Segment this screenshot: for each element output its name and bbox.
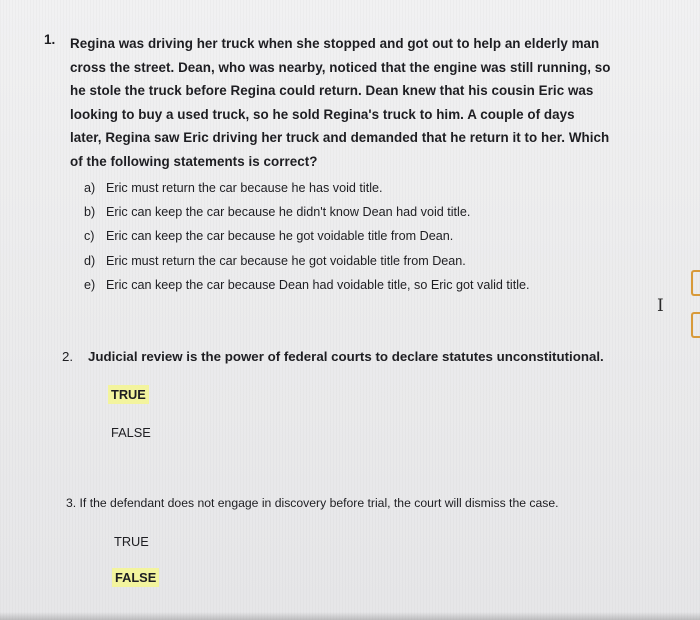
option-text: Eric must return the car because he got voidable title from Dean.: [106, 253, 466, 268]
question-1-line: of the following statements is correct?: [70, 153, 318, 169]
question-1-line: later, Regina saw Eric driving her truck and demanded that he return it to her. Which: [70, 130, 610, 146]
page-bottom-shadow: [0, 612, 700, 620]
option-letter: a): [84, 181, 96, 196]
question-1-line: Regina was driving her truck when she stopped and got out to help an elderly man: [70, 36, 600, 51]
question-1-number: 1.: [44, 32, 56, 47]
option-text: Eric must return the car because he has void title.: [106, 181, 383, 196]
question-2-true-option[interactable]: TRUE: [108, 385, 149, 404]
option-d[interactable]: [84, 249, 530, 273]
edge-bracket-icon: [691, 270, 700, 296]
option-c[interactable]: [84, 224, 530, 248]
question-2: [62, 349, 604, 364]
question-2-text: Judicial review is the power of federal courts to declare statutes unconstitutional.: [88, 349, 604, 364]
question-3-text: 3. If the defendant does not engage in discovery before trial, the court will dismiss the case.: [66, 496, 559, 510]
option-text: Eric can keep the car because he got voidable title from Dean.: [106, 229, 454, 244]
question-1-line: he stole the truck before Regina could return. Dean knew that his cousin Eric was: [70, 83, 594, 99]
question-1-options: [84, 176, 530, 297]
edge-bracket-icon: [691, 312, 700, 338]
option-a[interactable]: [84, 176, 530, 200]
question-1-text: [70, 32, 644, 174]
option-b[interactable]: [84, 200, 530, 224]
question-3-true-option[interactable]: TRUE: [114, 534, 149, 549]
question-1: [44, 32, 644, 174]
question-3-false-option[interactable]: FALSE: [112, 568, 159, 587]
option-letter: d): [84, 253, 96, 268]
option-text: Eric can keep the car because Dean had voidable title, so Eric got valid title.: [106, 277, 530, 292]
option-letter: e): [84, 277, 96, 292]
question-1-line: cross the street. Dean, who was nearby, noticed that the engine was still running, so: [70, 59, 611, 75]
option-text: Eric can keep the car because he didn't know Dean had void title.: [106, 205, 471, 220]
text-cursor-icon: I: [657, 296, 664, 316]
option-letter: c): [84, 229, 95, 244]
question-2-false-option[interactable]: FALSE: [111, 425, 151, 440]
question-2-number: 2.: [62, 349, 74, 364]
option-letter: b): [84, 205, 96, 220]
option-e[interactable]: [84, 273, 530, 297]
question-1-line: looking to buy a used truck, so he sold Regina's truck to him. A couple of days: [70, 106, 575, 122]
